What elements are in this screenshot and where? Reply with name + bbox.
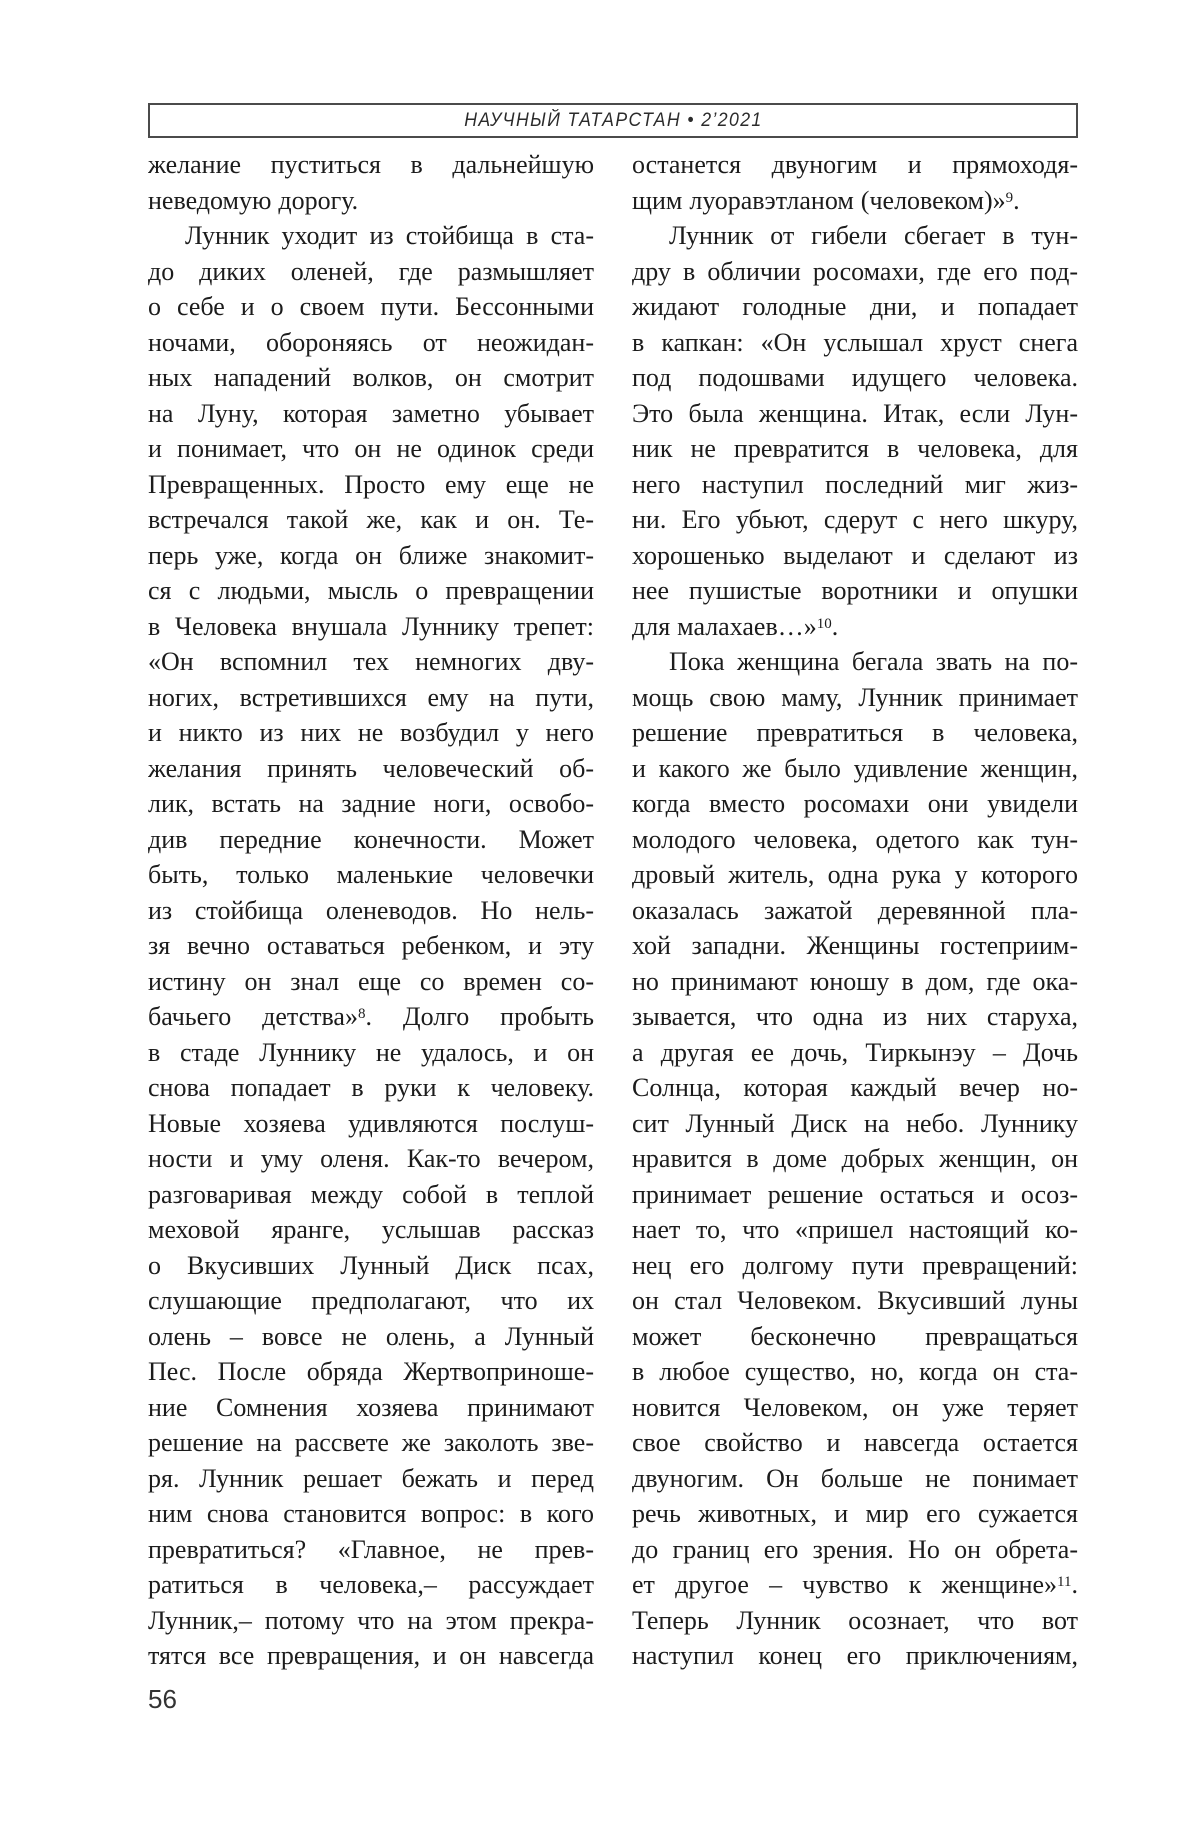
text-line: ных нападений волков, он смотрит <box>148 363 594 392</box>
text-line: из стойбища оленеводов. Но нель- <box>148 895 594 925</box>
footnote-ref: 11 <box>1057 1574 1072 1590</box>
text-line: Превращенных. Просто ему еще не <box>148 469 594 499</box>
text-body <box>148 147 1078 1674</box>
text-line: для малахаев…»$^{10}$. <box>632 611 839 641</box>
text-line: нает то, что «пришел настоящий ко- <box>632 1215 1078 1244</box>
text-line: ря. Лунник решает бежать и перед <box>148 1463 594 1493</box>
text-line: Лунник от гибели сбегает в тун- <box>669 221 1078 250</box>
text-line: двуногим. Он больше не понимает <box>632 1463 1078 1493</box>
text-line: мощь свою маму, Лунник принимает <box>632 682 1078 712</box>
text-line: ним снова становится вопрос: в кого <box>148 1499 594 1528</box>
text-line: дру в обличии росомахи, где его под- <box>632 256 1078 286</box>
text-line: ник не превратится в человека, для <box>632 434 1078 463</box>
text-line: останется двуногим и прямоходя- <box>632 150 1078 179</box>
text-line: ни. Его убьют, сдерут с него шкуру, <box>632 505 1078 534</box>
text-line: может бесконечно превращаться <box>632 1321 1078 1351</box>
text-line: олень – вовсе не олень, а Лунный <box>148 1321 594 1351</box>
text-line: Это была женщина. Итак, если Лун- <box>632 398 1078 428</box>
text-line: ности и уму оленя. Как-то вечером, <box>148 1144 594 1173</box>
text-line: Теперь Лунник осознает, что вот <box>632 1605 1078 1635</box>
text-line: в Человека внушала Луннику трепет: <box>148 611 594 641</box>
text-line: зывается, что одна из них старуха, <box>632 1002 1078 1031</box>
text-line: Лунник,– потому что на этом прекра- <box>148 1605 594 1635</box>
text-line: Пес. После обряда Жертвоприноше- <box>148 1357 594 1386</box>
footnote-ref: 10 <box>816 615 832 632</box>
text-line: речь животных, и мир его сужается <box>632 1499 1078 1528</box>
text-line: разговаривая между собой в теплой <box>148 1179 594 1209</box>
text-line: Пока женщина бегала звать на по- <box>669 647 1078 676</box>
text-line: и какого же было удивление женщин, <box>632 753 1078 783</box>
text-line: истину он знал еще со времен со- <box>148 966 594 996</box>
text-line: до диких оленей, где размышляет <box>148 256 594 286</box>
text-line: снова попадает в руки к человеку. <box>148 1073 594 1102</box>
text-line: сит Лунный Диск на небо. Луннику <box>632 1108 1078 1138</box>
text-line: и никто из них не возбудил у него <box>148 718 594 747</box>
text-line: зя вечно оставаться ребенком, и эту <box>148 931 594 960</box>
text-line: Солнца, которая каждый вечер но- <box>632 1073 1078 1102</box>
text-line: неведомую дорогу. <box>148 185 359 215</box>
text-line: о себе и о своем пути. Бессонными <box>148 292 594 321</box>
text-line: нравится в доме добрых женщин, он <box>632 1144 1078 1173</box>
text-line: свое свойство и навсегда остается <box>632 1428 1078 1457</box>
text-line: до границ его зрения. Но он обрета- <box>632 1534 1078 1564</box>
text-line: хорошенько выделают и сделают из <box>632 540 1078 570</box>
running-header <box>148 103 1078 138</box>
text-line: ся с людьми, мысль о превращении <box>148 576 594 605</box>
text-line: о Вкусивших Лунный Диск псах, <box>148 1250 594 1280</box>
text-line: слушающие предполагают, что их <box>148 1286 594 1315</box>
text-line: принимает решение остаться и осоз- <box>632 1179 1078 1209</box>
text-line: в стаде Луннику не удалось, и он <box>148 1037 594 1067</box>
text-column-left <box>148 147 594 1674</box>
text-line: ногих, встретившихся ему на пути, <box>148 682 594 712</box>
text-line: оказалась зажатой деревянной пла- <box>632 895 1078 925</box>
text-line: превратиться? «Главное, не прев- <box>148 1534 594 1564</box>
text-line: новится Человеком, он уже теряет <box>632 1392 1078 1422</box>
text-line: ратиться в человека,– рассуждает <box>148 1570 594 1599</box>
text-line: лик, встать на задние ноги, освобо- <box>148 789 594 818</box>
text-line: перь уже, когда он ближе знакомит- <box>148 540 594 570</box>
text-line: быть, только маленькие человечки <box>148 860 594 889</box>
text-line: див передние конечности. Может <box>148 824 594 854</box>
journal-title: НАУЧНЫЙ ТАТАРСТАН • 2’2021 <box>463 109 763 131</box>
text-line: он стал Человеком. Вкусивший луны <box>632 1286 1078 1315</box>
text-line: на Луну, которая заметно убывает <box>148 398 594 428</box>
text-line: ние Сомнения хозяева принимают <box>148 1392 594 1422</box>
text-column-right <box>632 147 1078 1674</box>
text-line: дровый житель, одна рука у которого <box>632 860 1078 889</box>
text-line: и понимает, что он не одинок среди <box>148 434 594 463</box>
text-line: когда вместо росомахи они увидели <box>632 789 1078 818</box>
text-line: бачьего детства»$^8$. Долго пробыть <box>148 1002 594 1031</box>
text-line: Лунник уходит из стойбища в ста- <box>185 221 594 250</box>
text-line: нее пушистые воротники и опушки <box>632 576 1078 605</box>
text-line: под подошвами идущего человека. <box>632 363 1078 392</box>
text-line: хой западни. Женщины гостеприим- <box>632 931 1078 960</box>
text-line: в капкан: «Он услышал хруст снега <box>632 327 1078 357</box>
footnote-ref: 8 <box>357 1006 366 1022</box>
text-line: жидают голодные дни, и попадает <box>632 292 1078 321</box>
text-line: ет другое – чувство к женщине»$^{11}$. <box>632 1570 1078 1599</box>
text-line: молодого человека, одетого как тун- <box>632 824 1078 854</box>
text-line: но принимают юношу в дом, где ока- <box>632 966 1078 996</box>
text-line: тятся все превращения, и он навсегда <box>148 1641 594 1670</box>
text-line: а другая ее дочь, Тиркынэу – Дочь <box>632 1037 1078 1067</box>
text-line: решение превратиться в человека, <box>632 718 1078 747</box>
text-line: желание пуститься в дальнейшую <box>148 150 594 179</box>
footnote-ref: 9 <box>1005 189 1014 206</box>
text-line: встречался такой же, как и он. Те- <box>148 505 594 534</box>
text-line: ночами, обороняясь от неожидан- <box>148 327 594 357</box>
text-line: «Он вспомнил тех немногих дву- <box>148 647 594 676</box>
text-line: щим луоравэтланом (человеком)»$^9$. <box>632 185 1020 215</box>
text-line: в любое существо, но, когда он ста- <box>632 1357 1078 1386</box>
text-line: него наступил последний миг жиз- <box>632 469 1078 499</box>
text-line: решение на рассвете же заколоть зве- <box>148 1428 594 1457</box>
text-line: меховой яранге, услышав рассказ <box>148 1215 594 1244</box>
text-line: наступил конец его приключениям, <box>632 1641 1078 1670</box>
text-line: Новые хозяева удивляются послуш- <box>148 1108 594 1138</box>
text-line: желания принять человеческий об- <box>148 753 594 783</box>
page-number: 56 <box>148 1684 177 1714</box>
text-line: нец его долгому пути превращений: <box>632 1250 1078 1280</box>
